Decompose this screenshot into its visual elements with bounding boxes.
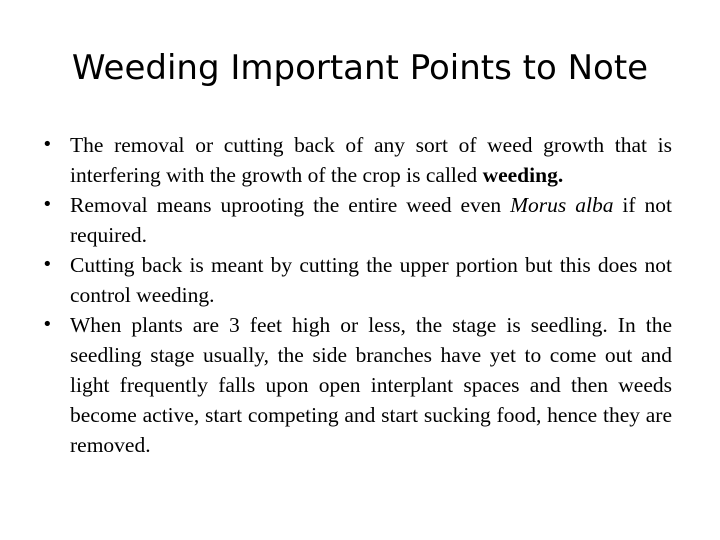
bullet-item	[42, 310, 672, 460]
bullet-item	[42, 190, 672, 250]
bullet-text-part: The removal or cutting back of any sort of weed growth that is interfering with the growth of the crop is called	[70, 133, 672, 187]
bullet-text: When plants are 3 feet high or less, the stage is seedling. In the seedling stage usually, the side branches have yet to come out and light frequently falls upon open interplant spaces and then weeds become active, start competing and start sucking food, hence they are removed.	[70, 313, 672, 457]
bullet-icon: •	[42, 134, 53, 155]
bullet-item	[42, 130, 672, 190]
bullet-icon: •	[42, 254, 53, 275]
bullet-list	[42, 130, 672, 460]
bullet-text	[70, 130, 672, 190]
bullet-item	[42, 250, 672, 310]
bullet-icon: •	[42, 194, 53, 215]
slide-title: Weeding Important Points to Note	[71, 48, 649, 88]
bullet-text: Cutting back is meant by cutting the upper portion but this does not control weeding.	[70, 253, 672, 307]
bullet-text	[70, 190, 672, 250]
bullet-italic-term: Morus alba	[510, 193, 614, 217]
bullet-bold-term: weeding.	[482, 163, 564, 187]
bullet-icon: •	[42, 314, 53, 335]
bullet-text-part: if not required.	[70, 193, 673, 247]
bullet-text-part: Removal means uprooting the entire weed even	[70, 193, 511, 217]
